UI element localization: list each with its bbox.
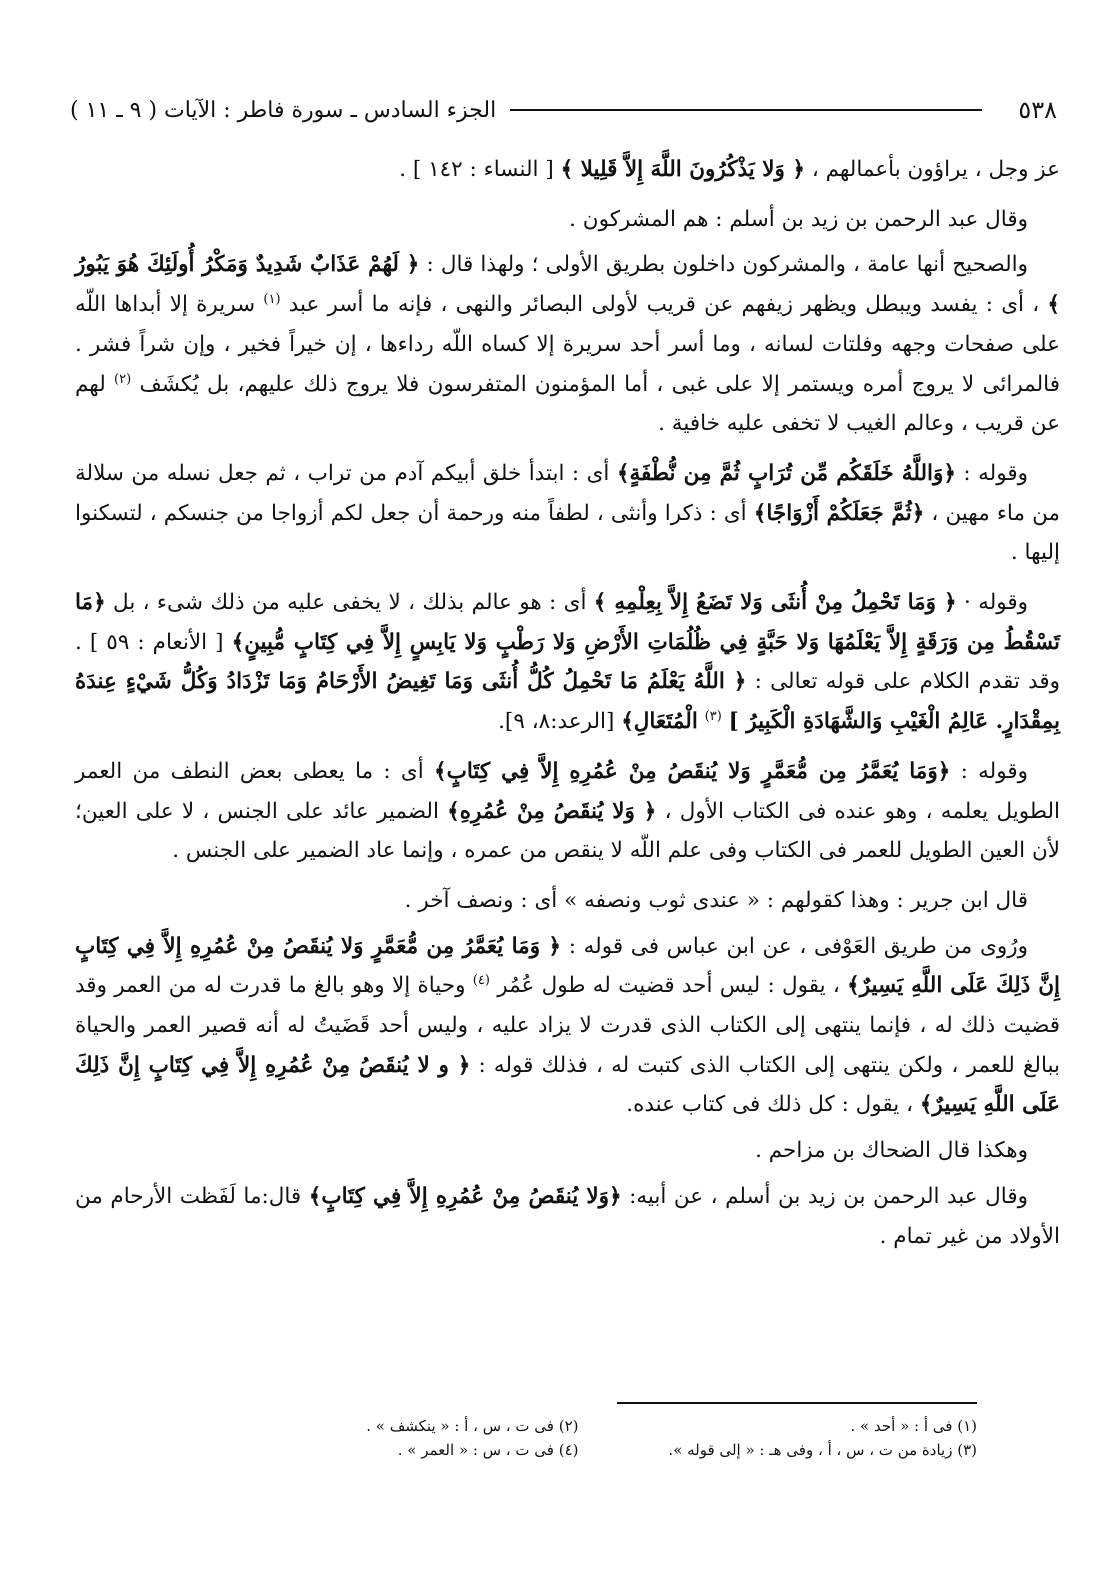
quran-quote: ﴿ وَمَا تَحْمِلُ مِنْ أُنثَى وَلا تَضَعُ إِلاَّ بِعِلْمِهِ ﴾: [593, 590, 957, 616]
paragraph-2: وقال عبد الرحمن بن زيد بن أسلم : هم المشركون .: [569, 206, 1028, 232]
paragraph-9: وهكذا قال الضحاك بن مزاحم .: [755, 1138, 1028, 1164]
footnote-1: (١) فى أ : « أحد » .: [850, 1417, 977, 1435]
quran-quote: الْمُتَعَالِ﴾: [621, 709, 698, 735]
quran-quote: ﴿ وَمَا يُعَمَّرُ مِن مُّعَمَّرٍ وَلا يُنقَصُ مِنْ عُمُرِهِ إِلاَّ فِي كِتَابٍ إِنَّ ذَلِكَ عَلَى اللَّهِ يَسِيرٌ﴾: [75, 933, 1060, 999]
quran-quote: ﴿ لَهُمْ عَذَابٌ شَدِيدٌ وَمَكْرُ أُولَئِكَ هُوَ يَبُورُ ﴾: [75, 252, 1060, 318]
quran-quote: ﴿ وَلا يُنقَصُ مِنْ عُمُرِهِ﴾: [447, 798, 657, 824]
footnote-3: (٣) زيادة من ت ، س ، أ ، وفى هـ : « إلى قوله ».: [668, 1441, 977, 1459]
paragraph-4: وقوله : ﴿وَاللَّهُ خَلَقَكُم مِّن تُرَابٍ ثُمَّ مِن نُّطْفَةٍ﴾ أى : ابتدأ خلق أبيكم آدم من تراب ، ثم جعل نسله من سلالة من ماء مهين ، ﴿ثُمَّ جَعَلَكُمْ أَزْوَاجًا﴾ أى : ذكرا وأنثى ، لطفاً منه ورحمة أن جعل لكم أزواجا من جنسكم ، لتسكنوا إليها .: [75, 460, 1060, 566]
footnotes: [220, 1414, 977, 1462]
paragraph-8: ورُوى من طريق العَوْفى ، عن ابن عباس فى قوله : ﴿ وَمَا يُعَمَّرُ مِن مُّعَمَّرٍ وَلا يُنقَصُ مِنْ عُمُرِهِ إِلاَّ فِي كِتَابٍ إِنَّ ذَلِكَ عَلَى اللَّهِ يَسِيرٌ﴾ ، يقول : ليس أحد قضيت له طول عُمُر $^{(٤)}$ وحياة إلا وهو بالغ ما قدرت له من العمر وقد قضيت ذلك له ، فإنما ينتهى إلى الكتاب الذى قدرت لا يزاد عليه ، وليس أحد قَضَيتُ له أنه قصير العمر والحياة ببالغ للعمر ، ولكن ينتهى إلى الكتاب الذى كتبت له ، فذلك قوله : ﴿ و لا يُنقَصُ مِنْ عُمُرِهِ إِلاَّ فِي كِتَابٍ إِنَّ ذَلِكَ عَلَى اللَّهِ يَسِيرٌ﴾ ، يقول : كل ذلك فى كتاب عنده.: [75, 933, 1060, 1118]
paragraph-1: عز وجل ، يراؤون بأعمالهم ، ﴿ وَلا يَذْكُرُونَ اللَّهَ إِلاَّ قَلِيلا ﴾ [ النساء : ١٤٢ ] .: [399, 157, 1060, 182]
quran-quote: ﴿وَاللَّهُ خَلَقَكُم مِّن تُرَابٍ ثُمَّ مِن نُّطْفَةٍ﴾: [616, 460, 956, 486]
footnote-ref-2[interactable]: (٢): [114, 371, 132, 387]
paragraph-10: وقال عبد الرحمن بن زيد بن أسلم ، عن أبيه: ﴿وَلا يُنقَصُ مِنْ عُمُرِهِ إِلاَّ فِي كِتَابٍ﴾ قال:ما لَفَظت الأرحام من الأولاد من غير تمام .: [75, 1183, 1060, 1249]
footnote-2: (٢) فى ت ، س ، أ : « ينكشف » .: [366, 1417, 579, 1435]
quran-quote: ﴿ وَلا يَذْكُرُونَ اللَّهَ إِلاَّ قَلِيلا ﴾: [560, 157, 805, 182]
header-rule: [510, 109, 982, 111]
paragraph-3: والصحيح أنها عامة ، والمشركون داخلون بطريق الأولى ؛ ولهذا قال : ﴿ لَهُمْ عَذَابٌ شَدِيدٌ وَمَكْرُ أُولَئِكَ هُوَ يَبُورُ ﴾ ، أى : يفسد ويبطل ويظهر زيفهم عن قريب لأولى البصائر والنهى ، فإنه ما أسر عبد $^{(١)}$ سريرة إلا أبداها اللّه على صفحات وجهه وفلتات لسانه ، وما أسر أحد سريرة إلا كساه اللّه رداءها ، إن خيراً فخير ، وإن شراً فشر . فالمرائى لا يروج أمره ويستمر إلا على غبى ، أما المؤمنون المتفرسون فلا يروج ذلك عليهم، بل يُكشَف $^{(٢)}$ لهم عن قريب ، وعالم الغيب لا تخفى عليه خافية .: [75, 252, 1060, 437]
quran-quote: ﴿ثُمَّ جَعَلَكُمْ أَزْوَاجًا﴾: [753, 500, 925, 526]
quran-quote: ﴿ اللَّهُ يَعْلَمُ مَا تَحْمِلُ كُلُّ أُنثَى وَمَا تَغِيضُ الأَرْحَامُ وَمَا تَزْدَادُ وَكُلُّ شَيْءٍ عِندَهُ بِمِقْدَارٍ. عَالِمُ الْغَيْبِ وَالشَّهَادَةِ الْكَبِيرُ ]: [75, 669, 1060, 735]
paragraph-6: وقوله : ﴿وَمَا يُعَمَّرُ مِن مُّعَمَّرٍ وَلا يُنقَصُ مِنْ عُمُرِهِ إِلاَّ فِي كِتَابٍ﴾ أى : ما يعطى بعض النطف من العمر الطويل يعلمه ، وهو عنده فى الكتاب الأول ، ﴿ وَلا يُنقَصُ مِنْ عُمُرِهِ﴾ الضمير عائد على الجنس ، لا على العين؛ لأن العين الطويل للعمر فى الكتاب وفى علم اللّه لا ينقص من عمره ، وإنما عاد الضمير على الجنس .: [75, 758, 1060, 864]
footnote-ref-1[interactable]: (١): [263, 291, 281, 307]
page-number: ٥٣٨: [1018, 96, 1057, 124]
main-text: [75, 150, 1060, 1266]
running-title: الجزء السادس ـ سورة فاطر : الآيات ( ٩ ـ ١١ ): [70, 97, 497, 123]
footnote-ref-4[interactable]: (٤): [472, 973, 490, 989]
paragraph-5: وقوله · ﴿ وَمَا تَحْمِلُ مِنْ أُنثَى وَلا تَضَعُ إِلاَّ بِعِلْمِهِ ﴾ أى : هو عالم بذلك ، لا يخفى عليه من ذلك شىء ، بل ﴿مَا تَسْقُطُ مِن وَرَقَةٍ إِلاَّ يَعْلَمُهَا وَلا حَبَّةٍ فِي ظُلُمَاتِ الأَرْضِ وَلا رَطْبٍ وَلا يَابِسٍ إِلاَّ فِي كِتَابٍ مُّبِينٍ﴾ [ الأنعام : ٥٩ ] . وقد تقدم الكلام على قوله تعالى : ﴿ اللَّهُ يَعْلَمُ مَا تَحْمِلُ كُلُّ أُنثَى وَمَا تَغِيضُ الأَرْحَامُ وَمَا تَزْدَادُ وَكُلُّ شَيْءٍ عِندَهُ بِمِقْدَارٍ. عَالِمُ الْغَيْبِ وَالشَّهَادَةِ الْكَبِيرُ ] $^{(٣)}$ الْمُتَعَالِ﴾ [الرعد:٨، ٩].: [75, 590, 1061, 735]
quran-quote: ﴿مَا تَسْقُطُ مِن وَرَقَةٍ إِلاَّ يَعْلَمُهَا وَلا حَبَّةٍ فِي ظُلُمَاتِ الأَرْضِ وَلا رَطْبٍ وَلا يَابِسٍ إِلاَّ فِي كِتَابٍ مُّبِينٍ﴾: [75, 590, 1061, 655]
footnote-ref-3[interactable]: (٣): [704, 708, 722, 724]
quran-quote: ﴿وَمَا يُعَمَّرُ مِن مُّعَمَّرٍ وَلا يُنقَصُ مِنْ عُمُرِهِ إِلاَّ فِي كِتَابٍ﴾: [434, 758, 951, 784]
quran-quote: ﴿وَلا يُنقَصُ مِنْ عُمُرِهِ إِلاَّ فِي كِتَابٍ﴾: [308, 1183, 622, 1209]
paragraph-7: قال ابن جرير : وهذا كقولهم : « عندى ثوب ونصفه » أى : ونصف آخر .: [404, 887, 1028, 913]
quran-quote: ﴿ و لا يُنقَصُ مِنْ عُمُرِهِ إِلاَّ فِي كِتَابٍ إِنَّ ذَلِكَ عَلَى اللَّهِ يَسِيرٌ﴾: [75, 1052, 1060, 1118]
footnote-4: (٤) فى ت ، س : « العمر » .: [397, 1441, 579, 1459]
running-header: [70, 93, 1057, 127]
footnote-separator: [617, 1402, 977, 1404]
